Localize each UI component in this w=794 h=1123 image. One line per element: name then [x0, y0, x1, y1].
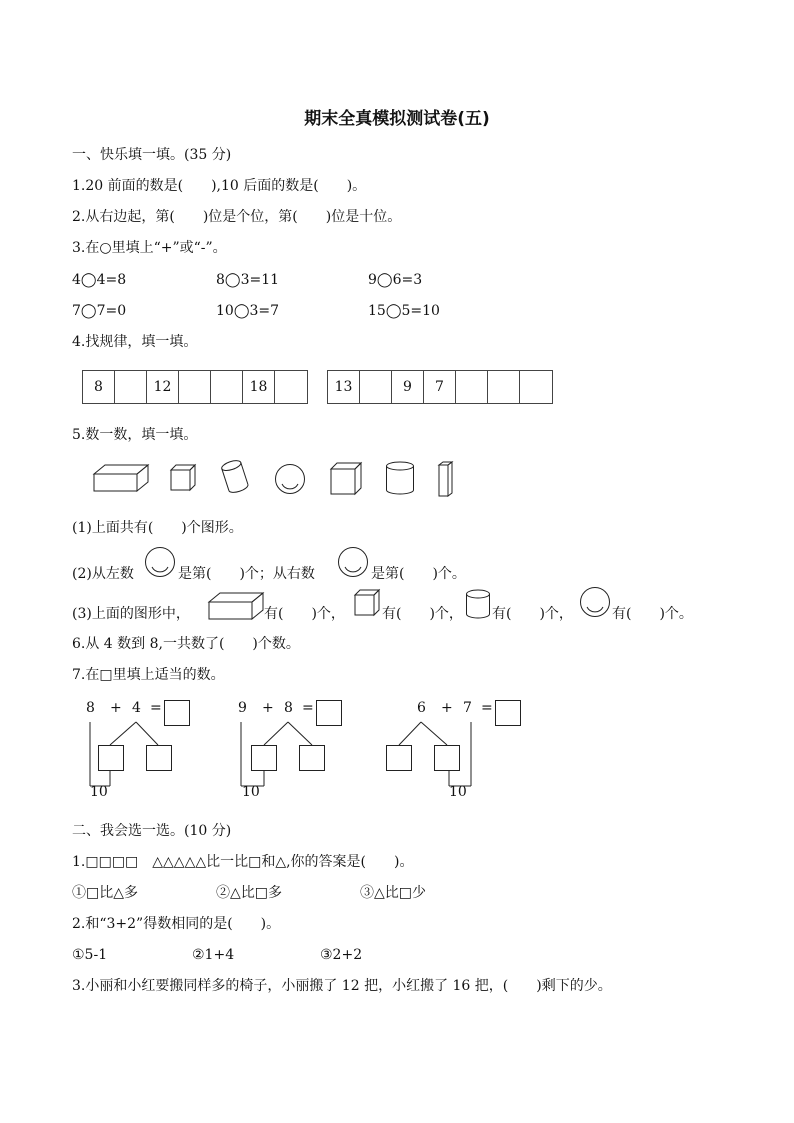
split-box[interactable]	[434, 745, 460, 771]
cube-icon	[330, 462, 362, 495]
ten-label: 10	[449, 784, 467, 800]
section1-heading: 一、快乐填一填。(35 分)	[72, 147, 232, 163]
equals-sign: =	[302, 700, 314, 716]
q3-item-3: 9◯6=3	[368, 272, 423, 288]
cuboid-icon	[208, 592, 264, 620]
sequence-cell[interactable]	[520, 371, 552, 403]
q5-2-part-a: (2)从左数	[72, 566, 134, 582]
equals-sign: =	[150, 700, 162, 716]
sequence-row-1	[82, 370, 308, 404]
make-ten-diagram-2	[234, 700, 374, 804]
question-2-1: 1.□□□□ △△△△△比一比□和△,你的答案是( )。	[72, 854, 414, 870]
make-ten-diagram-3	[385, 700, 535, 804]
question-1-4: 4.找规律，填一填。	[72, 334, 198, 350]
q3-item-2: 8◯3=11	[216, 272, 280, 288]
make-ten-diagram-1	[80, 700, 220, 804]
sequence-cell[interactable]	[456, 371, 488, 403]
sequence-cell[interactable]: 12	[147, 371, 179, 403]
question-1-1: 1.20 前面的数是( ),10 后面的数是( )。	[72, 178, 367, 194]
split-box[interactable]	[299, 745, 325, 771]
sequence-cell[interactable]	[179, 371, 211, 403]
sequence-cell[interactable]: 13	[328, 371, 360, 403]
cylinder-icon	[465, 589, 491, 619]
q5-3-part-a: (3)上面的图形中，	[72, 606, 190, 622]
q5-3-part-d: 有( )个，	[492, 606, 573, 622]
sequence-cell[interactable]	[360, 371, 392, 403]
sequence-row-2	[327, 370, 553, 404]
sequence-cell[interactable]	[488, 371, 520, 403]
sphere-icon	[579, 586, 611, 618]
sphere-icon	[274, 463, 306, 495]
question-1-5: 5.数一数，填一填。	[72, 427, 198, 443]
q3-item-1: 4◯4=8	[72, 272, 127, 288]
q5-3-part-b: 有( )个，	[264, 606, 345, 622]
sequence-cell[interactable]: 18	[243, 371, 275, 403]
split-box[interactable]	[386, 745, 412, 771]
q5-3-part-e: 有( )个。	[612, 606, 693, 622]
tall-cuboid-icon	[438, 461, 454, 497]
q5-2-part-b: 是第( )个；从右数	[178, 566, 315, 582]
cuboid-icon	[93, 464, 149, 492]
q3-item-6: 15◯5=10	[368, 303, 440, 319]
split-box[interactable]	[98, 745, 124, 771]
ten-label: 10	[242, 784, 260, 800]
question-2-2: 2.和“3+2”得数相同的是( )。	[72, 916, 281, 932]
q3-item-5: 10◯3=7	[216, 303, 280, 319]
plus-sign: +	[110, 700, 122, 716]
question-1-2: 2.从右边起，第( )位是个位，第( )位是十位。	[72, 209, 402, 225]
section2-heading: 二、我会选一选。(10 分)	[72, 823, 232, 839]
cube-icon	[170, 464, 196, 491]
plus-sign: +	[441, 700, 453, 716]
sphere-icon	[144, 546, 176, 578]
q2-2-option-1[interactable]: ①5-1	[72, 947, 108, 963]
equals-sign: =	[481, 700, 493, 716]
addend-a: 9	[238, 700, 247, 716]
sequence-cell[interactable]	[115, 371, 147, 403]
question-1-7: 7.在□里填上适当的数。	[72, 667, 225, 683]
q2-2-option-2[interactable]: ②1+4	[192, 947, 235, 963]
ten-label: 10	[90, 784, 108, 800]
addend-b: 8	[284, 700, 293, 716]
q2-2-option-3[interactable]: ③2+2	[320, 947, 363, 963]
exam-title: 期末全真模拟测试卷(五)	[304, 109, 490, 129]
question-1-6: 6.从 4 数到 8,一共数了( )个数。	[72, 636, 300, 652]
sequence-cell[interactable]: 7	[424, 371, 456, 403]
sequence-cell[interactable]	[211, 371, 243, 403]
q5-2-part-c: 是第( )个。	[371, 566, 466, 582]
q2-1-option-1[interactable]: ①□比△多	[72, 885, 138, 901]
split-box[interactable]	[251, 745, 277, 771]
addend-b: 4	[132, 700, 141, 716]
split-box[interactable]	[146, 745, 172, 771]
cube-icon	[354, 589, 380, 616]
q5-3-part-c: 有( )个，	[382, 606, 463, 622]
plus-sign: +	[262, 700, 274, 716]
addend-a: 8	[86, 700, 95, 716]
q2-1-option-2[interactable]: ②△比□多	[216, 885, 282, 901]
question-1-3: 3.在○里填上“+”或“-”。	[72, 240, 227, 256]
question-1-5-1: (1)上面共有( )个图形。	[72, 520, 243, 536]
q3-item-4: 7◯7=0	[72, 303, 127, 319]
sequence-cell[interactable]: 9	[392, 371, 424, 403]
question-2-3: 3.小丽和小红要搬同样多的椅子，小丽搬了 12 把，小红搬了 16 把，( )剩下的少。	[72, 978, 612, 994]
addend-a: 6	[417, 700, 426, 716]
addend-b: 7	[463, 700, 472, 716]
sequence-cell[interactable]: 8	[83, 371, 115, 403]
q2-1-option-3[interactable]: ③△比□少	[360, 885, 426, 901]
sphere-icon	[337, 546, 369, 578]
cylinder-icon	[385, 461, 415, 495]
sequence-cell[interactable]	[275, 371, 307, 403]
tilted-cylinder-icon	[220, 460, 250, 494]
